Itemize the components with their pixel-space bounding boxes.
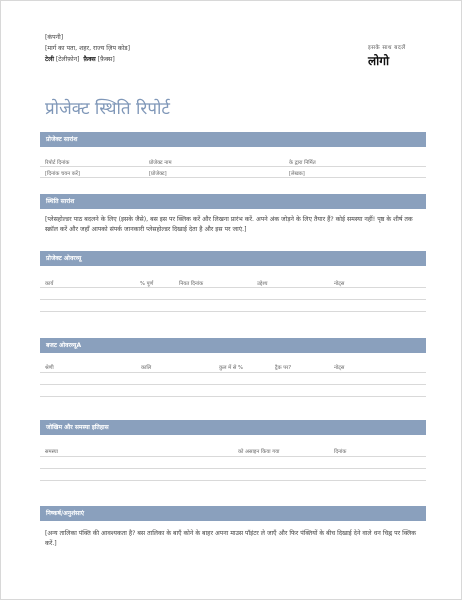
table-row[interactable] bbox=[40, 468, 426, 469]
status-summary-text[interactable]: [प्लेसहोल्डर पाठ बदलने के लिए (इसके जैसे), बस इस पर क्लिक करें और लिखना प्रारंभ करें. अपने अंक जोड़ने के लिए तैयार हैं? कोई समस्या नहीं! पृष्ठ के शीर्ष तक स्क्रॉल करें और जहाँ आपको संपर्क जानकारी प्लेसहोल्डर दिखाई देता है और इस पर जाएं.] bbox=[45, 216, 413, 233]
conclusions-text[interactable]: [अन्य तालिका पंक्ति की आवश्यकता है? बस तालिका के बाएँ कोने के बाहर अपना माउस पॉइंटर ले जाएँ और फिर पंक्तियों के बीच दिखाई देने वाले धन चिह्न पर क्लिक करें.] bbox=[45, 530, 417, 547]
section-bar-status-summary: स्थिति सारांश bbox=[40, 194, 426, 209]
risk-col-assigned-to: को असाइन किया गया bbox=[238, 449, 280, 455]
section-bar-budget-overview: बजट ओवरव्यूA bbox=[40, 338, 426, 353]
overview-col-objective: उद्देश्य bbox=[257, 281, 268, 287]
logo-caption: इसके साथ बदलें bbox=[368, 45, 406, 51]
company-name[interactable]: [कंपनी] bbox=[45, 34, 64, 41]
summary-value-project-name[interactable]: [प्रोजेक्ट] bbox=[149, 171, 167, 177]
table-row[interactable] bbox=[40, 299, 426, 300]
summary-label-project-name: प्रोजेक्ट नाम bbox=[149, 160, 172, 166]
divider bbox=[40, 456, 426, 457]
table-row[interactable] bbox=[40, 311, 426, 312]
overview-col-due-date: नियत दिनांक bbox=[179, 281, 204, 287]
tel-value[interactable]: [टेलीफ़ोन] bbox=[55, 56, 80, 63]
table-row[interactable] bbox=[40, 384, 426, 385]
company-info bbox=[45, 32, 130, 65]
section-bar-project-overview: प्रोजेक्ट ओवरव्यू bbox=[40, 251, 426, 266]
page-title[interactable]: प्रोजेक्ट स्थिति रिपोर्ट bbox=[45, 99, 170, 119]
logo-text: लोगो bbox=[368, 54, 390, 68]
risk-col-date: दिनांक bbox=[334, 449, 347, 455]
summary-value-created-by[interactable]: [लेखक] bbox=[289, 171, 305, 177]
company-phone-fax bbox=[45, 54, 130, 65]
summary-value-report-date[interactable]: [दिनांक चयन करें] bbox=[45, 171, 80, 177]
divider bbox=[40, 166, 426, 167]
company-address[interactable]: [मार्ग का पता, शहर, राज्य ज़िप कोड] bbox=[45, 45, 131, 52]
overview-col-notes: नोट्स bbox=[334, 281, 345, 287]
tel-label: टेली bbox=[45, 56, 54, 63]
divider bbox=[40, 372, 426, 373]
budget-col-amount: कालि bbox=[141, 365, 152, 371]
section-bar-conclusions: निष्कर्ष/अनुशंसाएं bbox=[40, 506, 426, 521]
risk-col-issue: समस्या bbox=[45, 449, 58, 455]
table-row[interactable] bbox=[40, 480, 426, 481]
fax-value[interactable]: [फ़ैक्स] bbox=[97, 56, 115, 63]
logo-placeholder[interactable] bbox=[368, 43, 406, 69]
budget-col-on-track: ट्रैक पर? bbox=[275, 365, 292, 371]
budget-col-category: श्रेणी bbox=[45, 365, 54, 371]
divider bbox=[40, 287, 426, 288]
overview-col-task: कार्य bbox=[45, 281, 54, 287]
section-bar-risk-issue-history: जोखिम और समस्या इतिहास bbox=[40, 420, 426, 435]
budget-col-notes: नोट्स bbox=[334, 365, 345, 371]
summary-label-report-date: रिपोर्ट दिनांक bbox=[45, 160, 70, 166]
section-bar-project-summary: प्रोजेक्ट सारांश bbox=[40, 132, 426, 147]
divider bbox=[40, 177, 426, 178]
fax-label: फ़ैक्स bbox=[83, 56, 96, 63]
summary-label-created-by: के द्वारा निर्मित bbox=[289, 160, 316, 166]
overview-col-percent-complete: % पूर्ण bbox=[140, 281, 154, 287]
table-row[interactable] bbox=[40, 396, 426, 397]
budget-col-percent-of-total: कुल में से % bbox=[219, 365, 243, 371]
